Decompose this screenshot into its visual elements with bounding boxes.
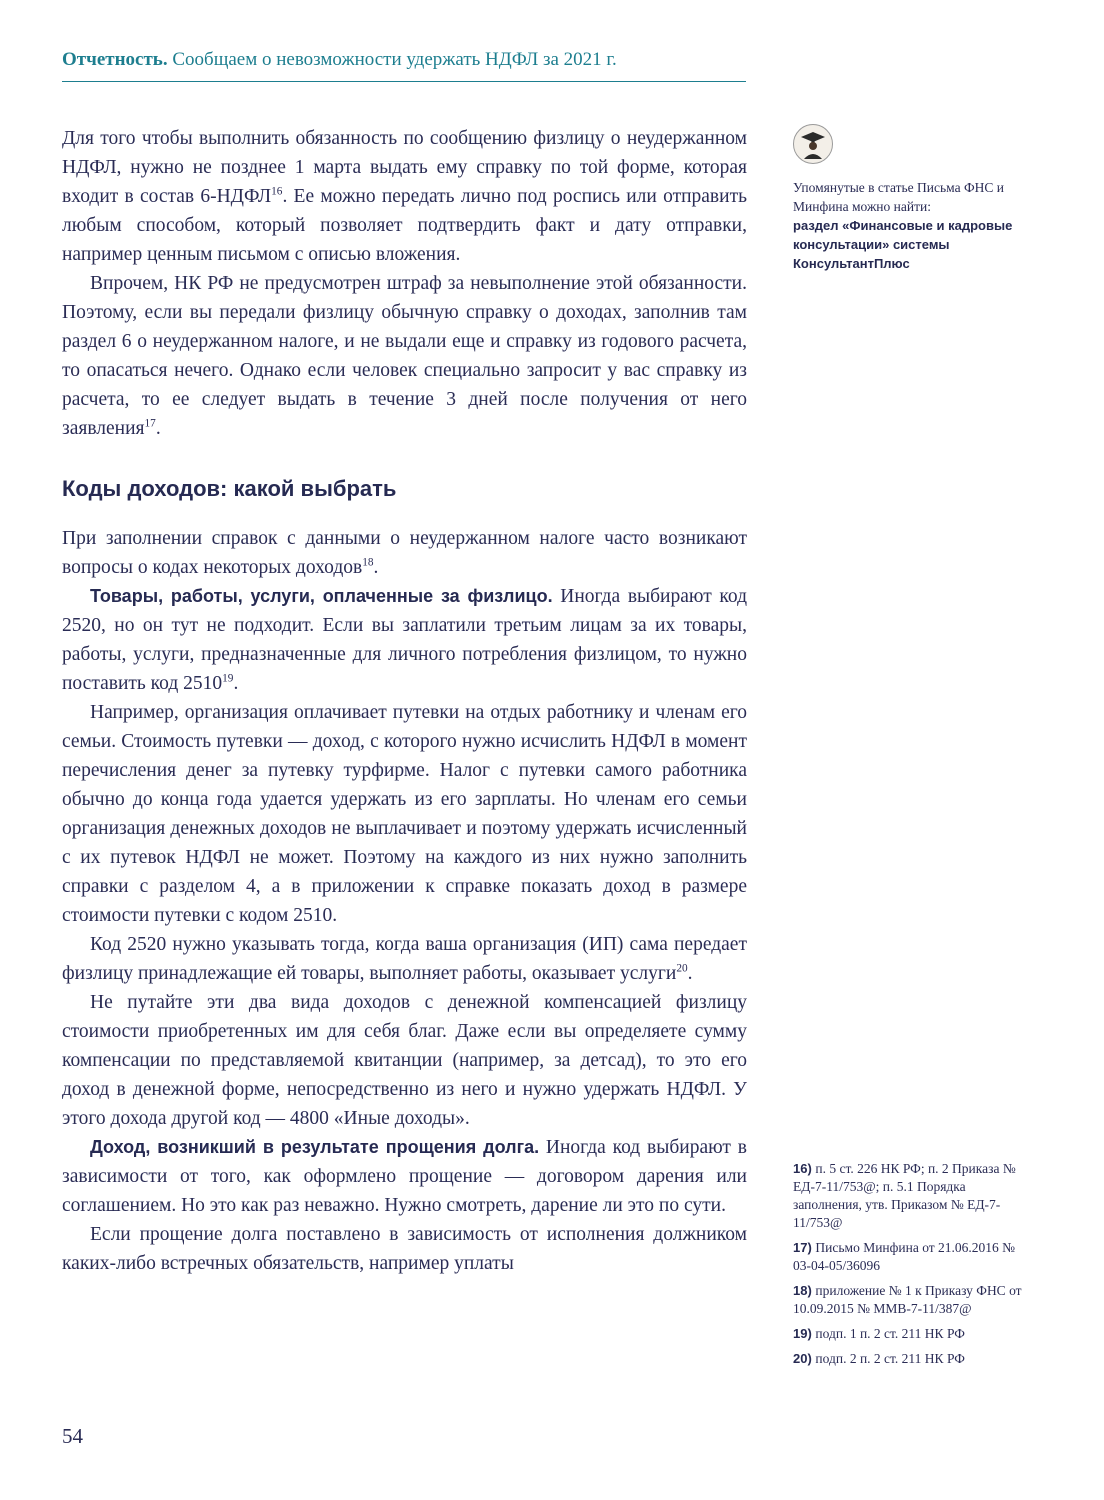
paragraph: Впрочем, НК РФ не предусмотрен штраф за невыполнение этой обязанности. Поэтому, если вы передали физлицу обычную справку о доходах, заполнив там раздел 6 о неудержанном налоге, и не выдали еще и справку из годового расчета, то опасаться нечего. Однако если человек специально запросит у вас справку из расчета, то ее следует выдать в течение 3 дней после получения от него заявления$^{17}$. [62, 273, 747, 439]
footnote-number: 16) [793, 1161, 816, 1176]
paragraph: Например, организация оплачивает путевки на отдых работнику и членам его семьи. Стоимость путевки — доход, с которого нужно исчислить НДФЛ в момент перечисления денег за путевку турфирме. Налог с путевки самого работника обычно до конца года удается удержать из его зарплаты. Но членам его семьи организация денежных доходов не выплачивает и поэтому удержать исчисленный с их путевок НДФЛ не может. Поэтому на каждого из них нужно заполнить справки с разделом 4, а в приложении к справке показать доход в размере стоимости путевки с кодом 2510. [62, 702, 747, 926]
run-in-heading: Товары, работы, услуги, оплаченные за физлицо. [90, 586, 553, 606]
sidebar-note-bold: раздел «Финансовые и кадровые консультации» системы КонсультантПлюс [793, 218, 1013, 271]
footnote-text: п. 5 ст. 226 НК РФ; п. 2 Приказа № ЕД-7-11/753@; п. 5.1 Порядка заполнения, утв. Приказом № ЕД-7-11/753@ [793, 1161, 1016, 1230]
footnote-number: 17) [793, 1240, 816, 1255]
paragraph: При заполнении справок с данными о неудержанном налоге часто возникают вопросы о кодах некоторых доходов$^{18}$. [62, 528, 747, 578]
footnote-number: 20) [793, 1351, 816, 1366]
footnote-reference: 17 [144, 417, 156, 430]
footnote-number: 19) [793, 1326, 816, 1341]
paragraph: Не путайте эти два вида доходов с денежной компенсацией физлицу стоимости приобретенных им для себя благ. Даже если вы определяете сумму компенсации по представляемой квитанции (например, за детсад), то это его доход в денежной форме, непосредственно из него и нужно удержать НДФЛ. У этого дохода другой код — 4800 «Иные доходы». [62, 992, 747, 1129]
page-header [62, 48, 746, 82]
consultant-plus-mascot-icon [793, 124, 833, 164]
footnote-reference: 19 [222, 672, 234, 685]
paragraph: Если прощение долга поставлено в зависимость от исполнения должником каких-либо встречных обязательств, например уплаты [62, 1224, 747, 1274]
page-number: 54 [62, 1424, 83, 1448]
graduate-figure-icon [798, 129, 828, 159]
footnote-item [793, 1239, 1030, 1275]
article-body [62, 124, 747, 1278]
run-in-heading: Доход, возникший в результате прощения долга. [90, 1137, 540, 1157]
footnote-item [793, 1325, 1030, 1343]
footnote-item [793, 1282, 1030, 1318]
header-section-label: Отчетность. [62, 49, 168, 70]
sidebar-note-text: Упомянутые в статье Письма ФНС и Минфина можно найти: [793, 180, 1004, 214]
paragraph: Товары, работы, услуги, оплаченные за физлицо. Иногда выбирают код 2520, но он тут не подходит. Если вы заплатили третьим лицам за их товары, работы, услуги, предназначенные для личного потребления физлицом, то нужно поставить код 2510$^{19}$. [62, 586, 747, 694]
sidebar [793, 124, 1015, 273]
footnote-reference: 18 [362, 556, 374, 569]
footnote-text: подп. 2 п. 2 ст. 211 НК РФ [815, 1351, 965, 1366]
footnote-item [793, 1350, 1030, 1368]
paragraph: Код 2520 нужно указывать тогда, когда ваша организация (ИП) сама передает физлицу принадлежащие ей товары, выполняет работы, оказывает услуги$^{20}$. [62, 934, 747, 984]
footnote-reference: 20 [676, 962, 688, 975]
footnote-reference: 16 [271, 185, 283, 198]
footnotes [793, 1160, 1030, 1375]
section-heading: Коды доходов: какой выбрать [62, 476, 397, 501]
footnote-item [793, 1160, 1030, 1232]
footnote-number: 18) [793, 1283, 816, 1298]
footnote-text: Письмо Минфина от 21.06.2016 № 03-04-05/36096 [793, 1240, 1016, 1273]
header-title: Сообщаем о невозможности удержать НДФЛ за 2021 г. [167, 49, 617, 70]
paragraph: Доход, возникший в результате прощения долга. Иногда код выбирают в зависимости от того, как оформлено прощение — договором дарения или соглашением. Но это как раз неважно. Нужно смотреть, дарение ли это по сути. [62, 1137, 747, 1216]
footnote-text: подп. 1 п. 2 ст. 211 НК РФ [815, 1326, 965, 1341]
footnote-text: приложение № 1 к Приказу ФНС от 10.09.2015 № ММВ-7-11/387@ [793, 1283, 1022, 1316]
sidebar-note [793, 178, 1015, 273]
paragraph: Для того чтобы выполнить обязанность по сообщению физлицу о неудержанном НДФЛ, нужно не позднее 1 марта выдать ему справку по той форме, которая входит в состав 6-НДФЛ$^{16}$. Ее можно передать лично под роспись или отправить любым способом, который позволяет подтвердить факт и дату отправки, например ценным письмом с описью вложения. [62, 128, 747, 265]
